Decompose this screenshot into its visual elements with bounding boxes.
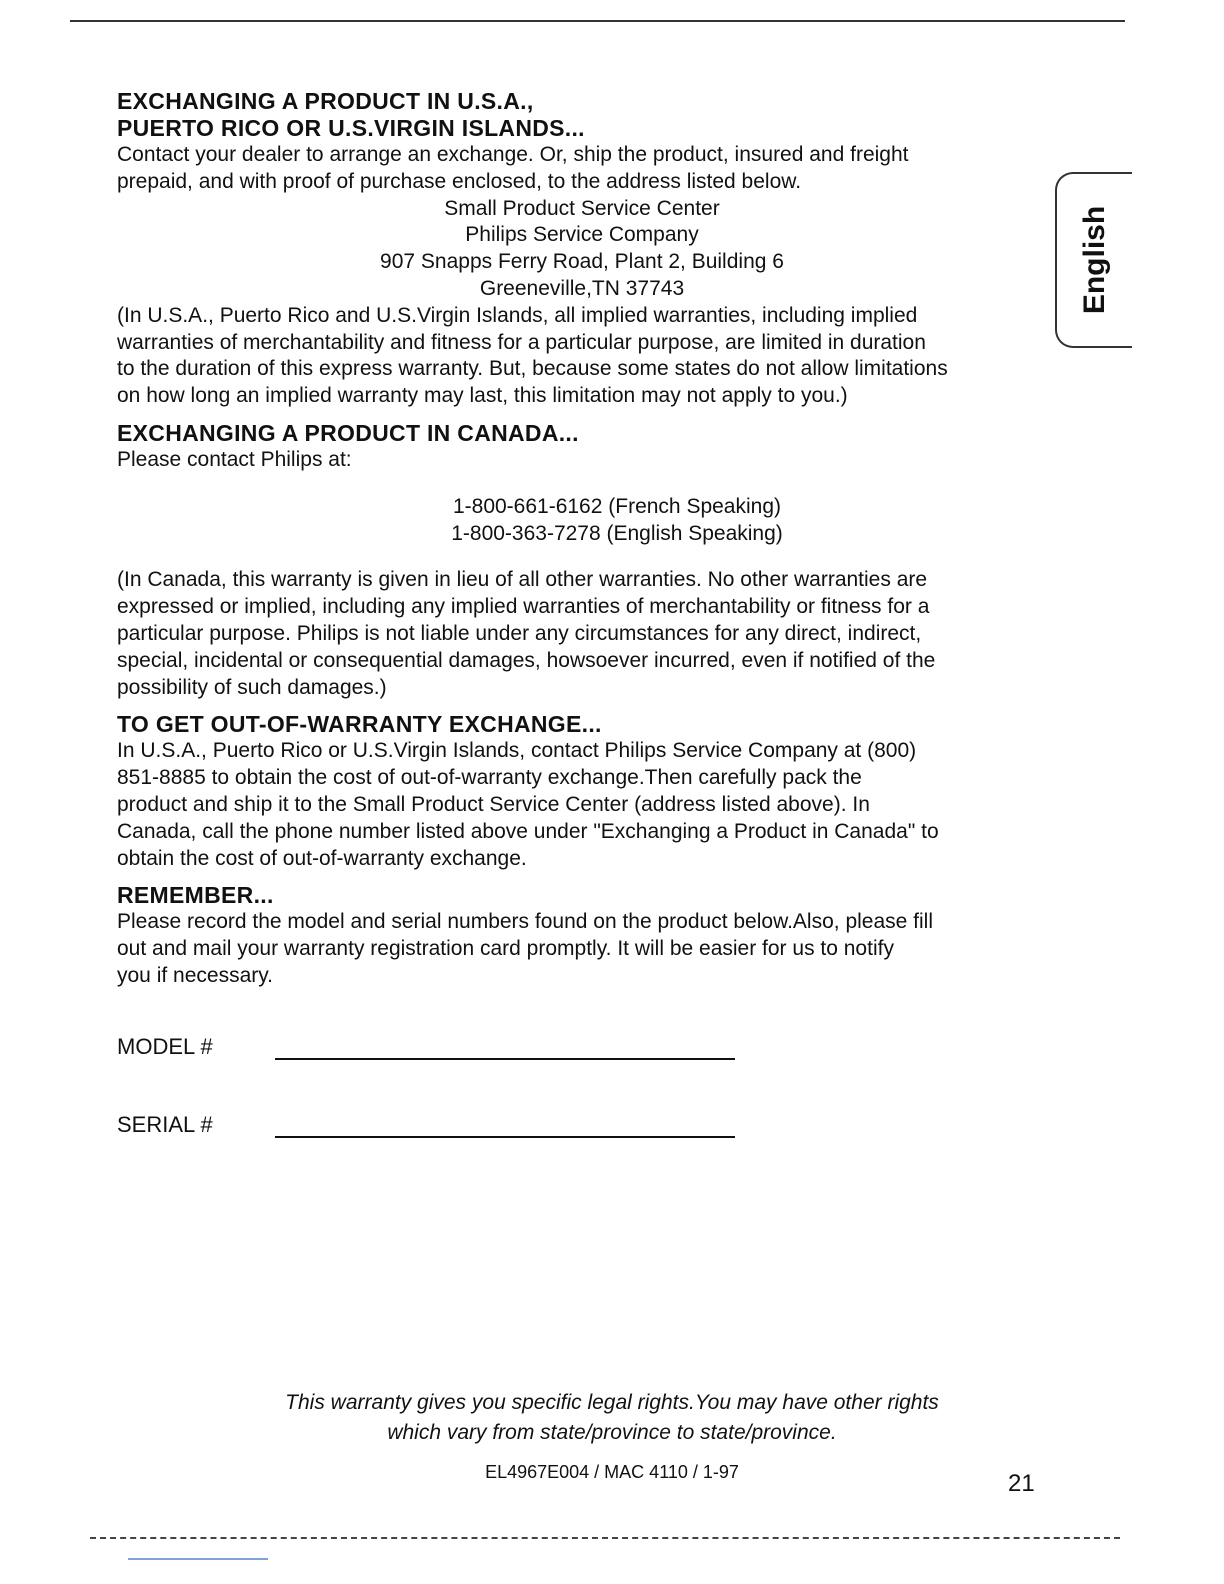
usa-note-line2: warranties of merchantability and fitness for a particular purpose, are limited in duration bbox=[117, 330, 926, 354]
canada-note-line4: special, incidental or consequential damages, howsoever incurred, even if notified of the bbox=[117, 648, 936, 672]
usa-heading-line1: EXCHANGING A PRODUCT IN U.S.A., bbox=[117, 88, 534, 114]
language-tab bbox=[1055, 172, 1132, 348]
blue-rule bbox=[128, 1558, 268, 1560]
serial-label: SERIAL # bbox=[117, 1111, 213, 1137]
section-remember bbox=[117, 882, 1047, 989]
usa-intro-line1: Contact your dealer to arrange an exchange. Or, ship the product, insured and freight bbox=[117, 143, 909, 166]
legal-note-line2: which vary from state/province to state/province. bbox=[387, 1421, 837, 1444]
oow-line2: 851-8885 to obtain the cost of out-of-warranty exchange.Then carefully pack the bbox=[117, 766, 862, 790]
section-canada bbox=[117, 420, 1047, 701]
service-address bbox=[117, 196, 1047, 303]
canada-note-line1: (In Canada, this warranty is given in lieu of all other warranties. No other warranties are bbox=[117, 568, 928, 592]
canada-note-line5: possibility of such damages.) bbox=[117, 675, 387, 699]
canada-note-line2: expressed or implied, including any implied warranties of merchantability or fitness for a bbox=[117, 595, 930, 619]
canada-note-line3: particular purpose. Philips is not liable under any circumstances for any direct, indirect, bbox=[117, 621, 922, 645]
canada-phones bbox=[187, 494, 1047, 548]
legal-note-line1: This warranty gives you specific legal rights.You may have other rights bbox=[285, 1391, 939, 1414]
legal-rights-note bbox=[0, 1388, 1224, 1448]
document-code: EL4967E004 / MAC 4110 / 1-97 bbox=[485, 1462, 739, 1482]
oow-line1: In U.S.A., Puerto Rico or U.S.Virgin Islands, contact Philips Service Company at (800) bbox=[117, 739, 917, 763]
usa-note-line4: on how long an implied warranty may last, this limitation may not apply to you.) bbox=[117, 384, 848, 408]
address-line2: Philips Service Company bbox=[465, 223, 699, 247]
main-content bbox=[117, 88, 1047, 1138]
page-number: 21 bbox=[1008, 1470, 1035, 1497]
oow-line5: obtain the cost of out-of-warranty exchange. bbox=[117, 846, 527, 870]
usa-intro-line2: prepaid, and with proof of purchase enclosed, to the address listed below. bbox=[117, 169, 802, 193]
phone-english: 1-800-363-7278 (English Speaking) bbox=[451, 521, 783, 545]
model-blank-line[interactable] bbox=[275, 1032, 735, 1060]
remember-line2: out and mail your warranty registration card promptly. It will be easier for us to notify bbox=[117, 937, 894, 961]
oow-line3: product and ship it to the Small Product Service Center (address listed above). In bbox=[117, 792, 870, 816]
phone-french: 1-800-661-6162 (French Speaking) bbox=[452, 494, 782, 518]
remember-heading: REMEMBER... bbox=[117, 882, 274, 909]
bottom-rule bbox=[90, 1537, 1120, 1539]
oow-heading: TO GET OUT-OF-WARRANTY EXCHANGE... bbox=[117, 711, 602, 738]
address-line4: Greeneville,TN 37743 bbox=[479, 276, 685, 300]
canada-heading: EXCHANGING A PRODUCT IN CANADA... bbox=[117, 419, 579, 446]
address-line3: 907 Snapps Ferry Road, Plant 2, Building 6 bbox=[380, 250, 784, 274]
oow-line4: Canada, call the phone number listed above under "Exchanging a Product in Canada" to bbox=[117, 819, 939, 843]
usa-note-line3: to the duration of this express warranty. But, because some states do not allow limitations bbox=[117, 357, 948, 381]
remember-line1: Please record the model and serial numbers found on the product below.Also, please fill bbox=[117, 910, 933, 934]
top-rule bbox=[70, 20, 1125, 22]
canada-intro: Please contact Philips at: bbox=[117, 447, 352, 471]
usa-heading-line2: PUERTO RICO OR U.S.VIRGIN ISLANDS... bbox=[117, 115, 585, 141]
language-tab-label: English bbox=[1077, 205, 1111, 315]
remember-line3: you if necessary. bbox=[117, 963, 274, 987]
section-out-of-warranty bbox=[117, 711, 1047, 872]
section-usa bbox=[117, 88, 1047, 410]
model-label: MODEL # bbox=[117, 1033, 213, 1059]
usa-note-line1: (In U.S.A., Puerto Rico and U.S.Virgin Islands, all implied warranties, including implied bbox=[117, 303, 918, 327]
model-field-row bbox=[117, 1032, 1047, 1060]
address-line1: Small Product Service Center bbox=[444, 196, 720, 220]
serial-blank-line[interactable] bbox=[275, 1110, 735, 1138]
serial-field-row bbox=[117, 1110, 1047, 1138]
